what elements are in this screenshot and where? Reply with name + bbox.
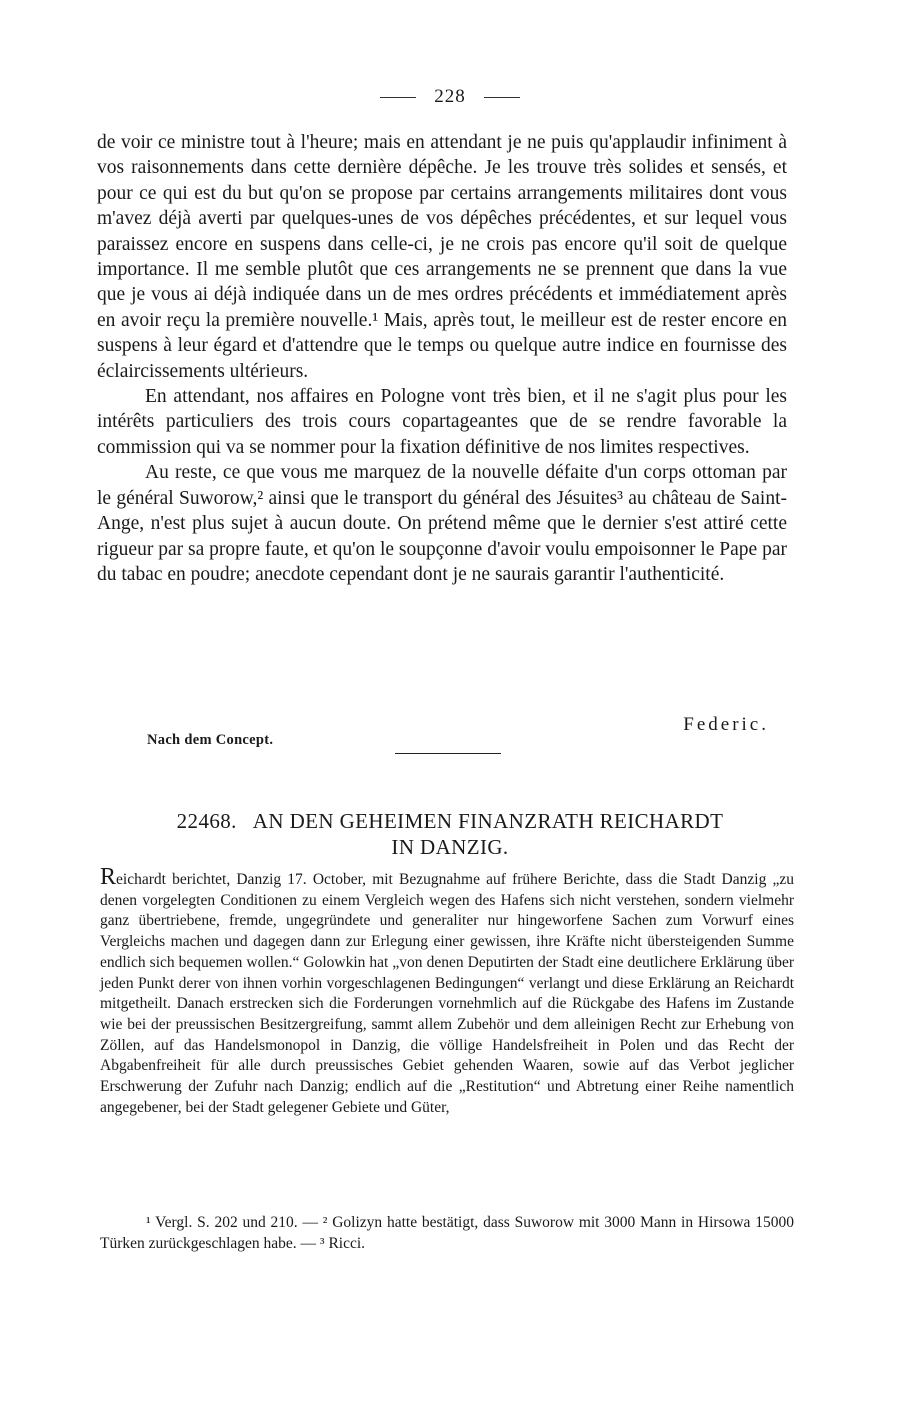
document-summary bbox=[100, 864, 794, 1118]
page-number: 228 bbox=[434, 86, 466, 107]
heading-line-1: AN DEN GEHEIMEN FINANZRATH REICHARDT bbox=[252, 809, 724, 833]
letter-body bbox=[97, 130, 787, 587]
source-note: Nach dem Concept. bbox=[147, 732, 274, 748]
page-number-line bbox=[0, 86, 900, 108]
document-heading bbox=[100, 808, 800, 860]
document-number: 22468. bbox=[176, 809, 237, 833]
footnotes: ¹ Vergl. S. 202 und 210. — ² Golizyn hatte bestätigt, dass Suworow mit 3000 Mann in Hirsowa 15000 Türken zurückgeschlagen habe. — ³ Ricci. bbox=[100, 1214, 794, 1252]
signature: Federic. bbox=[683, 714, 769, 735]
right-dash bbox=[484, 97, 520, 98]
section-divider bbox=[395, 753, 501, 754]
heading-line-2: IN DANZIG. bbox=[391, 835, 509, 859]
letter-paragraph-2: En attendant, nos affaires en Pologne vont très bien, et il ne s'agit plus pour les intérêts particuliers des trois cours copartageantes que de se rendre favorable la commission qui va se nommer pour la fixation définitive de nos limites respectives. bbox=[97, 386, 787, 458]
summary-text: eichardt berichtet, Danzig 17. October, mit Bezugnahme auf frühere Berichte, dass die Stadt Danzig „zu denen vorgelegten Conditionen zu einem Vergleich wegen des Hafens sich nicht verstehen, sondern vielmehr ganz übertriebene, fremde, ungegründete und generaliter nur hingeworfene Sachen zum Vorwurf eines Vergleichs machen und dagegen dann zur Erlegung einer gewissen, ihre Kräfte nicht übersteigenden Summe endlich sich bequemen wollen.“ Golowkin hat „von denen Deputirten der Stadt eine deutlichere Erklärung über jeden Punkt derer von ihnen vorhin vorgeschlagenen Bedingungen“ verlangt und diese Erklärung an Reichardt mitgetheilt. Danach erstrecken sich die Forderungen vornehmlich auf die Rückgabe des Hafens im Zustande wie bei der preussischen Besitzergreifung, sammt allem Zubehör und dem alleinigen Recht zur Erhebung von Zöllen, auf das Handelsmonopol in Danzig, die völlige Handelsfreiheit in Polen und das Recht der Abgabenfreiheit für alle durch preussisches Gebiet gehenden Waaren, sowie auf das Verbot jeglicher Erschwerung der Zufuhr nach Danzig; endlich auf die „Restitution“ und Abtretung einer Reihe namentlich angegebener, bei der Stadt gelegener Gebiete und Güter, bbox=[100, 871, 794, 1116]
letter-paragraph-1: de voir ce ministre tout à l'heure; mais en attendant je ne puis qu'applaudir infiniment à vos raisonnements dans cette dernière dépêche. Je les trouve très solides et sensés, et pour ce qui est du but qu'on se propose par certains arrangements militaires dont vous m'avez déjà averti par quelques-unes de vos dépêches précédentes, et sur lequel vous paraissez encore en suspens dans celle-ci, je ne crois pas encore qu'il soit de quelque importance. Il me semble plutôt que ces arrangements ne se prennent que dans la vue que je vous ai déjà indiquée dans un de mes ordres précédents et immédiatement après en avoir reçu la première nouvelle.¹ Mais, après tout, le meilleur est de rester encore en suspens à leur égard et d'attendre que le temps ou quelque autre indice en fournisse des éclaircissements ultérieurs. bbox=[97, 132, 787, 382]
signature-row bbox=[97, 712, 787, 762]
letter-paragraph-3: Au reste, ce que vous me marquez de la nouvelle défaite d'un corps ottoman par le général Suworow,² ainsi que le transport du général des Jésuites³ au château de Saint-Ange, n'est plus sujet à aucun doute. On prétend même que le dernier s'est attiré cette rigueur par sa propre faute, et qu'on le soupçonne d'avoir voulu empoisonner le Pape par du tabac en poudre; anecdote cependant dont je ne saurais garantir l'authenticité. bbox=[97, 462, 787, 585]
left-dash bbox=[380, 97, 416, 98]
summary-initial: R bbox=[100, 864, 117, 890]
